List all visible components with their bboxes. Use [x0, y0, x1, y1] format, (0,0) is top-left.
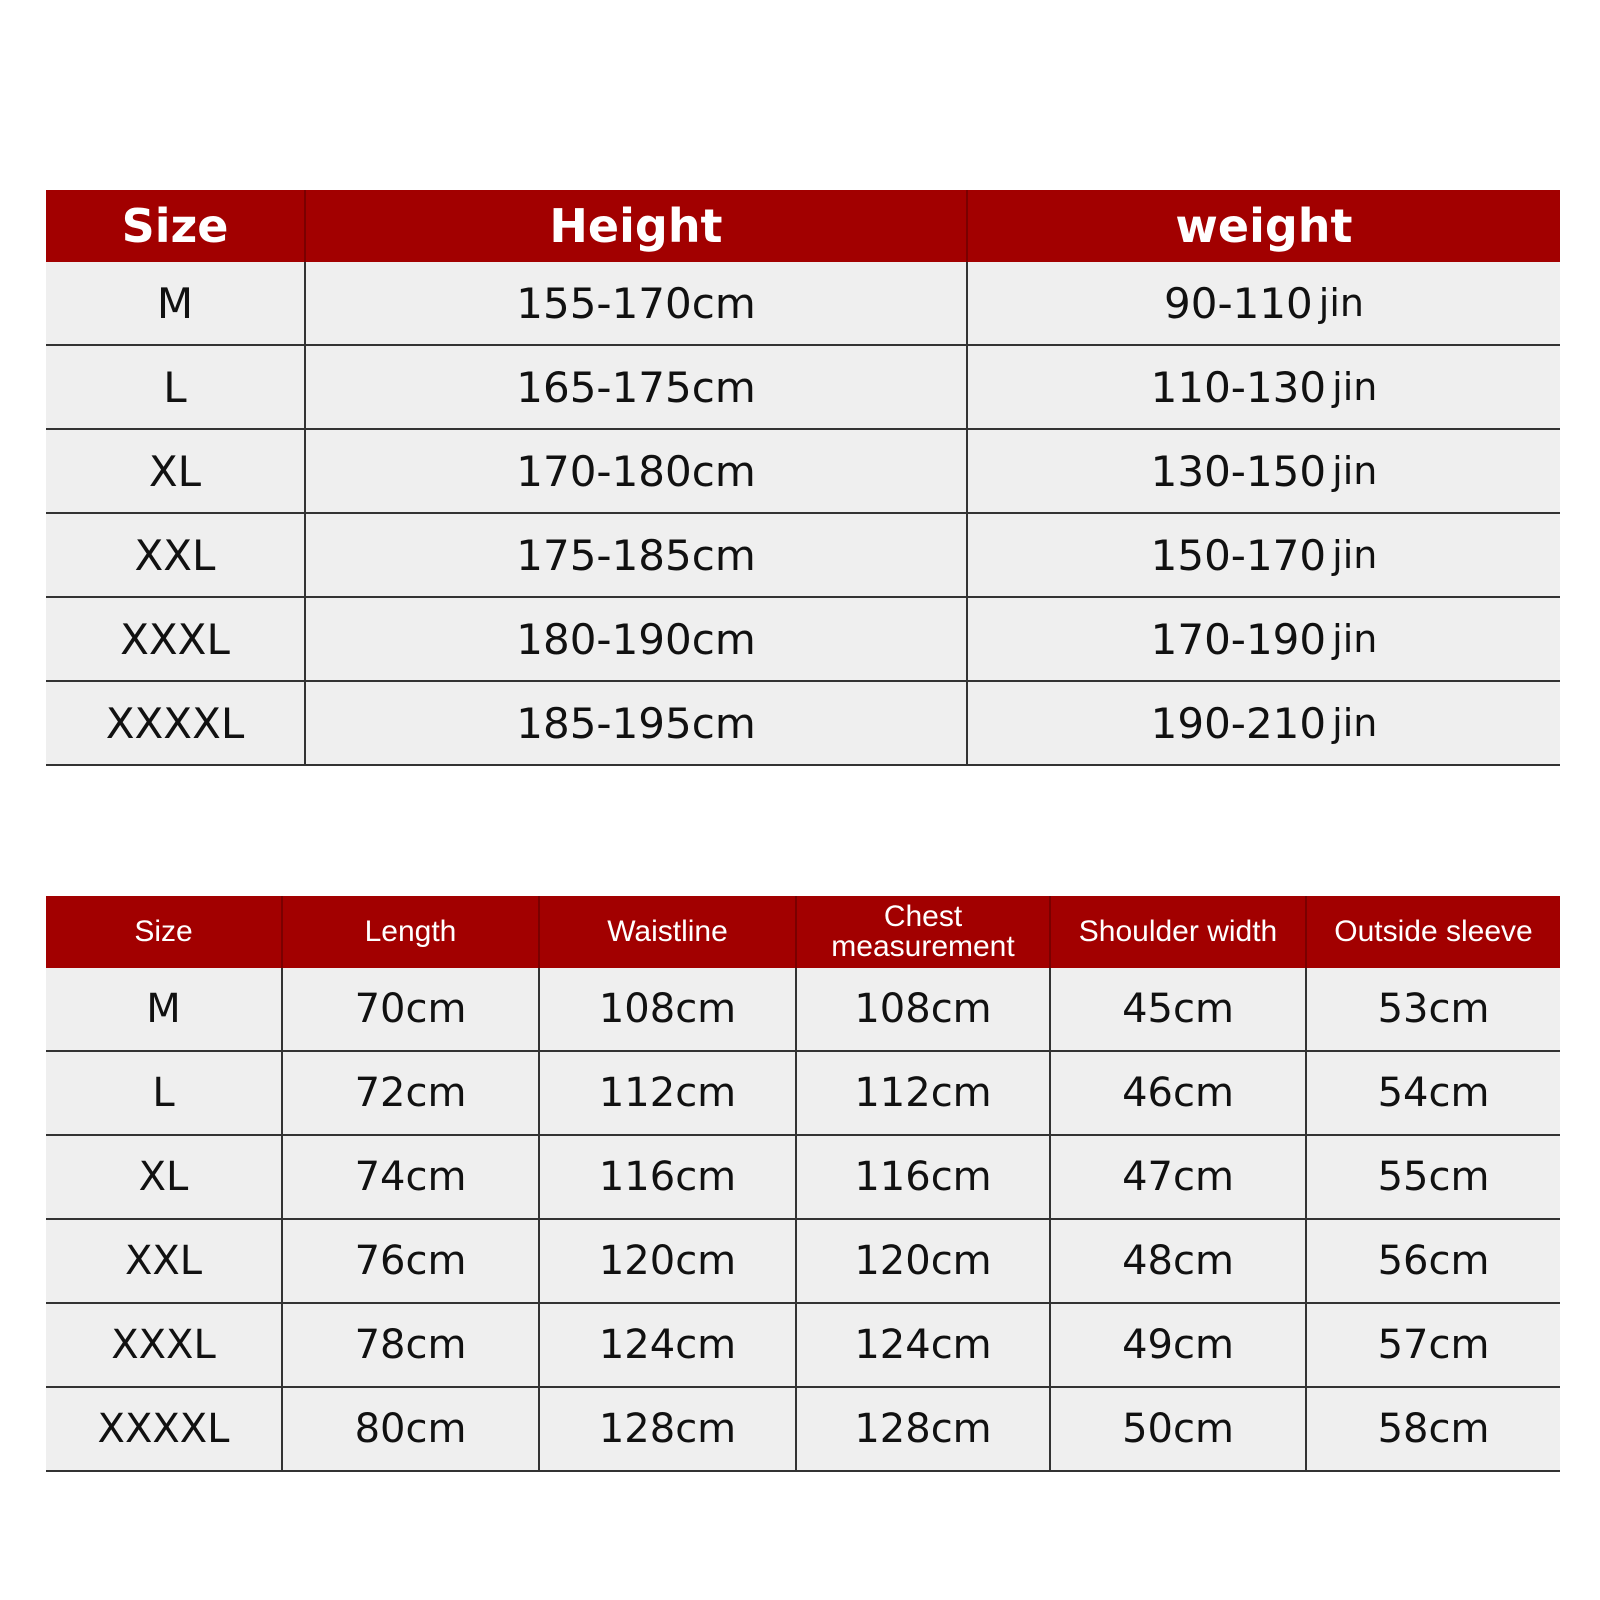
cell-size: XXXL	[46, 597, 305, 681]
header-length: Length	[282, 896, 539, 968]
weight-unit: jin	[1332, 532, 1378, 577]
table-row	[46, 1219, 1560, 1303]
table-row	[46, 681, 1560, 765]
cell-weight	[967, 513, 1560, 597]
cell-waistline: 124cm	[539, 1303, 796, 1387]
cell-length: 74cm	[282, 1135, 539, 1219]
cell-weight	[967, 345, 1560, 429]
weight-unit: jin	[1332, 700, 1378, 745]
cell-size: XXL	[46, 1219, 282, 1303]
cell-sleeve: 53cm	[1306, 968, 1560, 1051]
table-header-row	[46, 896, 1560, 968]
cell-weight	[967, 262, 1560, 345]
size-height-weight-table	[46, 190, 1560, 766]
cell-size: M	[46, 968, 282, 1051]
table-row	[46, 1135, 1560, 1219]
cell-shoulder: 46cm	[1050, 1051, 1306, 1135]
cell-length: 78cm	[282, 1303, 539, 1387]
cell-sleeve: 57cm	[1306, 1303, 1560, 1387]
table-row	[46, 513, 1560, 597]
cell-sleeve: 56cm	[1306, 1219, 1560, 1303]
cell-waistline: 108cm	[539, 968, 796, 1051]
weight-unit: jin	[1332, 364, 1378, 409]
table-header-row	[46, 190, 1560, 262]
cell-size: L	[46, 345, 305, 429]
weight-value: 130-150	[1150, 446, 1327, 496]
cell-chest: 124cm	[796, 1303, 1050, 1387]
cell-length: 72cm	[282, 1051, 539, 1135]
cell-shoulder: 49cm	[1050, 1303, 1306, 1387]
header-waistline: Waistline	[539, 896, 796, 968]
cell-height: 155-170cm	[305, 262, 967, 345]
cell-length: 80cm	[282, 1387, 539, 1471]
cell-size: XXXXL	[46, 681, 305, 765]
cell-sleeve: 58cm	[1306, 1387, 1560, 1471]
cell-height: 165-175cm	[305, 345, 967, 429]
header-size: Size	[46, 896, 282, 968]
weight-value: 190-210	[1150, 698, 1327, 748]
cell-length: 70cm	[282, 968, 539, 1051]
cell-shoulder: 48cm	[1050, 1219, 1306, 1303]
cell-weight	[967, 597, 1560, 681]
cell-shoulder: 47cm	[1050, 1135, 1306, 1219]
cell-waistline: 112cm	[539, 1051, 796, 1135]
cell-waistline: 120cm	[539, 1219, 796, 1303]
cell-height: 180-190cm	[305, 597, 967, 681]
weight-value: 90-110	[1164, 278, 1313, 328]
cell-shoulder: 50cm	[1050, 1387, 1306, 1471]
header-height: Height	[305, 190, 967, 262]
header-chest-measurement: Chest measurement	[796, 896, 1050, 968]
cell-sleeve: 55cm	[1306, 1135, 1560, 1219]
table-row	[46, 1303, 1560, 1387]
table-row	[46, 1387, 1560, 1471]
cell-size: M	[46, 262, 305, 345]
weight-value: 110-130	[1150, 362, 1327, 412]
cell-waistline: 116cm	[539, 1135, 796, 1219]
table-row	[46, 1051, 1560, 1135]
table-row	[46, 597, 1560, 681]
cell-size: XL	[46, 1135, 282, 1219]
garment-measurements-table	[46, 896, 1560, 1472]
header-size: Size	[46, 190, 305, 262]
weight-unit: jin	[1332, 616, 1378, 661]
cell-size: XL	[46, 429, 305, 513]
cell-sleeve: 54cm	[1306, 1051, 1560, 1135]
weight-value: 170-190	[1150, 614, 1327, 664]
cell-chest: 128cm	[796, 1387, 1050, 1471]
weight-unit: jin	[1332, 448, 1378, 493]
cell-height: 170-180cm	[305, 429, 967, 513]
cell-chest: 116cm	[796, 1135, 1050, 1219]
cell-length: 76cm	[282, 1219, 539, 1303]
cell-weight	[967, 429, 1560, 513]
cell-shoulder: 45cm	[1050, 968, 1306, 1051]
cell-weight	[967, 681, 1560, 765]
cell-size: XXXXL	[46, 1387, 282, 1471]
cell-size: XXL	[46, 513, 305, 597]
cell-height: 185-195cm	[305, 681, 967, 765]
cell-height: 175-185cm	[305, 513, 967, 597]
cell-chest: 108cm	[796, 968, 1050, 1051]
weight-value: 150-170	[1150, 530, 1327, 580]
table-row	[46, 262, 1560, 345]
cell-size: L	[46, 1051, 282, 1135]
cell-size: XXXL	[46, 1303, 282, 1387]
cell-chest: 112cm	[796, 1051, 1050, 1135]
header-shoulder-width: Shoulder width	[1050, 896, 1306, 968]
cell-waistline: 128cm	[539, 1387, 796, 1471]
table-row	[46, 429, 1560, 513]
header-weight: weight	[967, 190, 1560, 262]
cell-chest: 120cm	[796, 1219, 1050, 1303]
weight-unit: jin	[1318, 280, 1364, 325]
table-row	[46, 968, 1560, 1051]
header-outside-sleeve: Outside sleeve	[1306, 896, 1560, 968]
table-row	[46, 345, 1560, 429]
